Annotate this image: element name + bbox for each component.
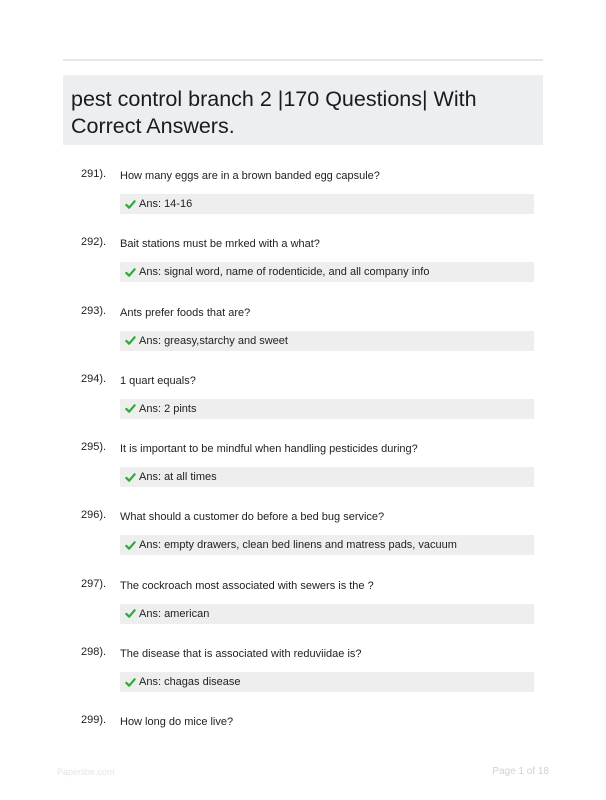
- answer-box: [120, 535, 534, 555]
- page-number: Page 1 of 18: [492, 766, 549, 777]
- check-icon: [125, 403, 136, 414]
- check-icon: [125, 335, 136, 346]
- question-text: How many eggs are in a brown banded egg capsule?: [120, 170, 380, 182]
- question-text: It is important to be mindful when handling pesticides during?: [120, 443, 418, 456]
- answer-text: Ans: american: [139, 607, 210, 620]
- document-title: pest control branch 2 |170 Questions| With Correct Answers.: [71, 87, 477, 138]
- check-icon: [125, 267, 136, 278]
- top-divider: [63, 59, 543, 61]
- answer-box: [120, 672, 534, 692]
- list-item: [0, 301, 606, 369]
- question-list: [0, 164, 606, 779]
- list-item: [0, 505, 606, 573]
- check-icon: [125, 199, 136, 210]
- answer-text: Ans: at all times: [139, 471, 217, 484]
- answer-text: Ans: chagas disease: [139, 676, 241, 689]
- answer-box: [120, 194, 534, 214]
- question-number: 295).: [81, 441, 107, 454]
- question-number: 294).: [81, 372, 107, 385]
- question-text: How long do mice live?: [120, 716, 234, 729]
- question-number: 291).: [81, 168, 107, 180]
- question-text: Bait stations must be mrked with a what?: [120, 238, 320, 251]
- footer-watermark: Paperlibe.com: [57, 767, 115, 777]
- question-number: 299).: [81, 714, 107, 727]
- answer-text: Ans: greasy,starchy and sweet: [139, 334, 288, 347]
- answer-text: Ans: empty drawers, clean bed linens and matress pads, vacuum: [139, 539, 457, 552]
- question-number: 297).: [81, 577, 107, 590]
- answer-text: Ans: 14-16: [139, 198, 193, 210]
- answer-box: [120, 604, 534, 624]
- check-icon: [125, 677, 136, 688]
- answer-box: [120, 331, 534, 351]
- question-number: 293).: [81, 304, 107, 317]
- question-text: Ants prefer foods that are?: [120, 306, 251, 319]
- question-text: What should a customer do before a bed bug service?: [120, 511, 385, 524]
- check-icon: [125, 540, 136, 551]
- list-item: [0, 232, 606, 300]
- question-text: The cockroach most associated with sewers is the ?: [120, 579, 374, 592]
- check-icon: [125, 608, 136, 619]
- list-item: [0, 369, 606, 437]
- list-item: [0, 164, 606, 232]
- answer-box: [120, 467, 534, 487]
- answer-box: [120, 399, 534, 419]
- answer-box: [120, 262, 534, 282]
- question-number: 296).: [81, 509, 107, 522]
- question-number: 292).: [81, 236, 107, 249]
- question-number: 298).: [81, 646, 107, 659]
- question-text: 1 quart equals?: [120, 374, 196, 387]
- title-banner: [63, 75, 543, 145]
- check-icon: [125, 472, 136, 483]
- question-text: The disease that is associated with reduviidae is?: [120, 648, 362, 661]
- list-item: [0, 437, 606, 505]
- answer-text: Ans: signal word, name of rodenticide, and all company info: [139, 266, 430, 279]
- answer-text: Ans: 2 pints: [139, 402, 197, 415]
- list-item: [0, 574, 606, 642]
- list-item: [0, 642, 606, 710]
